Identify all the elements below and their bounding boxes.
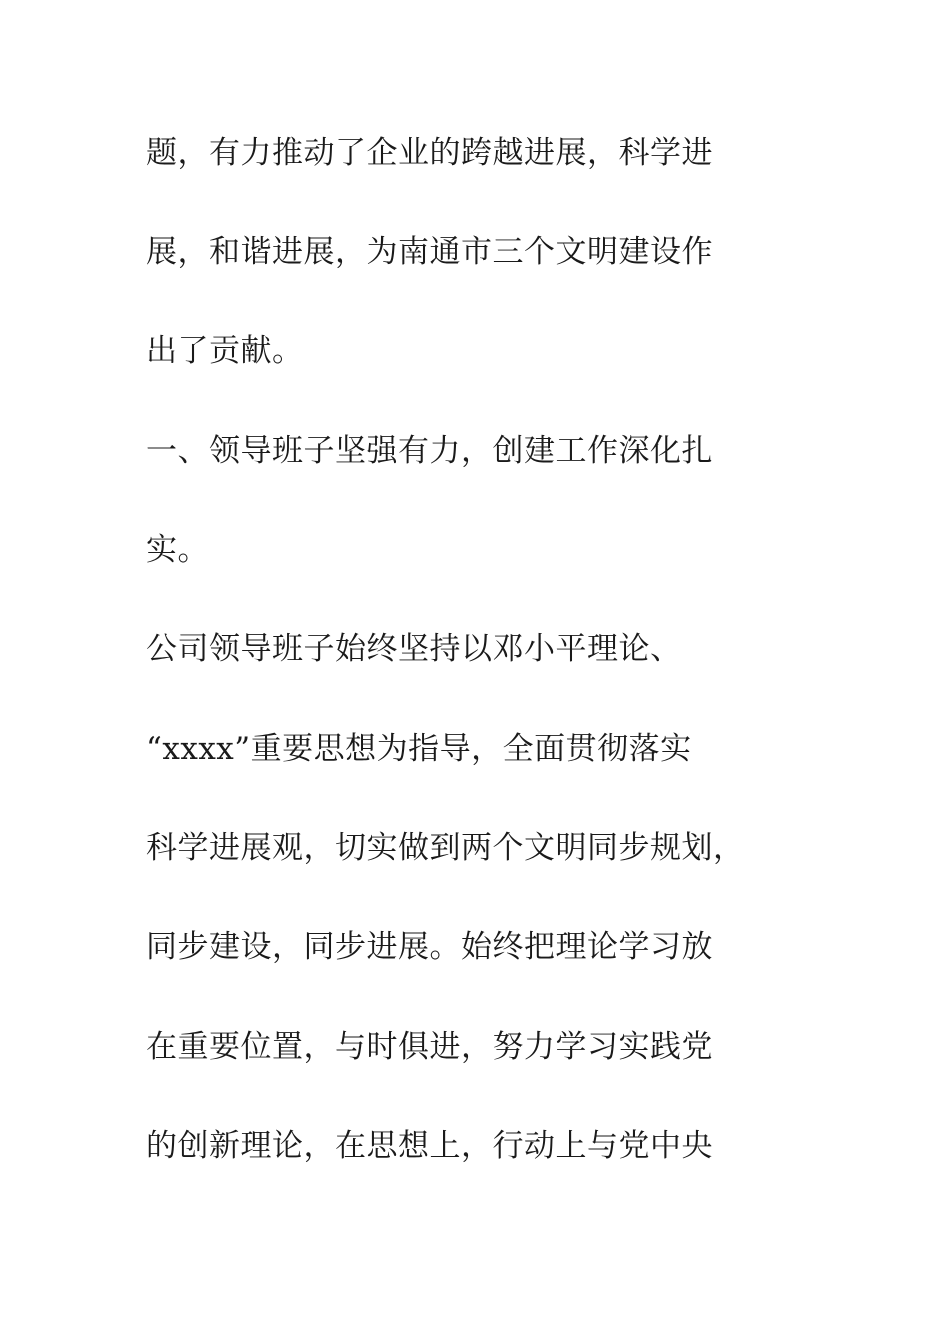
body-text-line-7: “xxxx”重要思想为指导，全面贯彻落实 — [146, 731, 692, 767]
body-text-line-6: 公司领导班子始终坚持以邓小平理论、 — [146, 631, 682, 667]
section-heading-line-2: 实。 — [146, 532, 209, 568]
body-text-line-10: 在重要位置，与时俱进，努力学习实践党 — [146, 1029, 713, 1065]
body-text-line-8: 科学进展观，切实做到两个文明同步规划， — [146, 830, 745, 866]
body-text-line-9: 同步建设，同步进展。始终把理论学习放 — [146, 929, 713, 965]
body-text-line-11: 的创新理论，在思想上，行动上与党中央 — [146, 1128, 713, 1164]
section-heading-line-1: 一、领导班子坚强有力，创建工作深化扎 — [146, 433, 713, 469]
body-text-line-1: 题，有力推动了企业的跨越进展，科学进 — [146, 135, 713, 171]
body-text-line-2: 展，和谐进展，为南通市三个文明建设作 — [146, 234, 713, 270]
body-text-line-3: 出了贡献。 — [146, 333, 304, 369]
